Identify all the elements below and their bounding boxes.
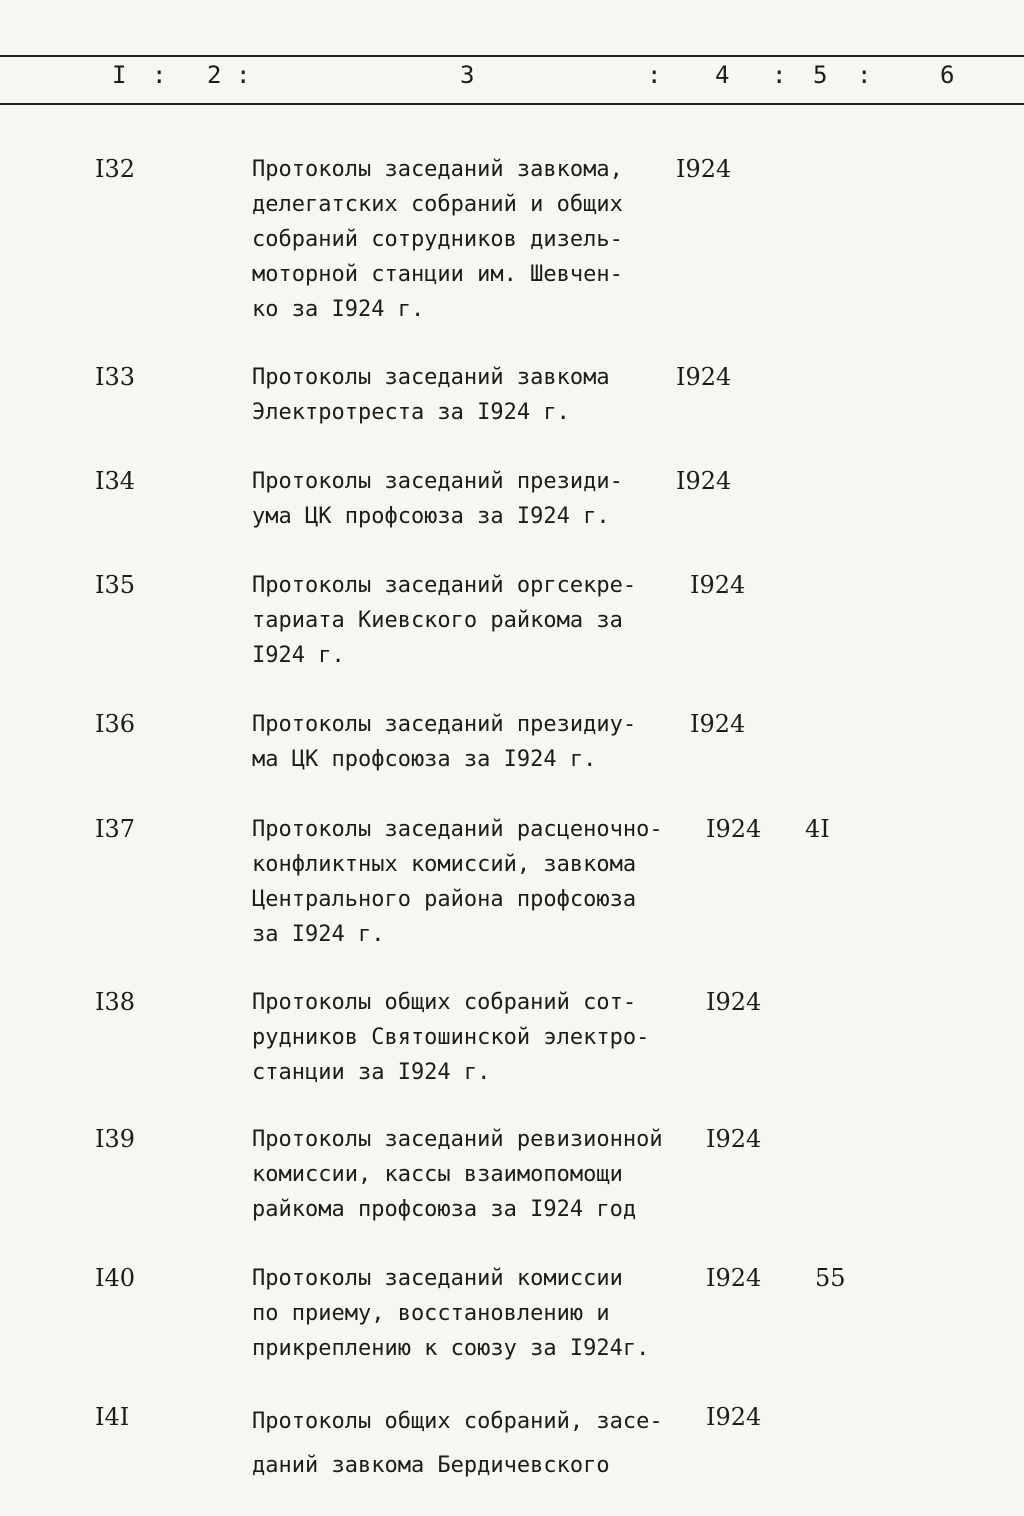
entry-title: Протоколы заседаний завкома Электротреста за I924 г. — [252, 365, 610, 425]
header-col-6: 6 — [940, 61, 955, 89]
entry-title: Протоколы заседаний завкома, делегатских собраний и общих собраний сотрудников дизель- моторной станции им. Шевчен- ко за I924 г. — [252, 157, 623, 322]
entry-year: I924 — [706, 1264, 762, 1292]
entry-year: I924 — [690, 710, 746, 738]
entry-title: Протоколы заседаний расценочно- конфликтных комиссий, завкома Центрального района профсоюза за I924 г. — [252, 817, 663, 947]
entry-number: I34 — [95, 467, 136, 495]
entry-title: Протоколы общих собраний, засе- даний завкома Бердичевского — [252, 1409, 663, 1478]
header-separator: : — [647, 61, 662, 89]
header-col-2: 2 — [207, 61, 222, 89]
entry-number: I32 — [95, 155, 136, 183]
entry-title: Протоколы заседаний комиссии по приему, восстановлению и прикреплению к союзу за I924г. — [252, 1266, 650, 1361]
header-bottom-rule — [0, 103, 1024, 105]
entry-title: Протоколы заседаний ревизионной комиссии, кассы взаимопомощи райкома профсоюза за I924 год — [252, 1127, 663, 1222]
entry-sheet-count: 55 — [815, 1264, 846, 1292]
header-col-3: 3 — [460, 61, 475, 89]
header-separator: : — [772, 61, 787, 89]
entry-number: I36 — [95, 710, 136, 738]
entry-year: I924 — [706, 1125, 762, 1153]
entry-number: I39 — [95, 1125, 136, 1153]
entry-year: I924 — [676, 155, 732, 183]
header-separator: : — [152, 61, 167, 89]
header-separator: : — [236, 61, 251, 89]
entry-year: I924 — [676, 467, 732, 495]
entry-number: I40 — [95, 1264, 136, 1292]
entry-number: I4I — [95, 1403, 130, 1431]
entry-title: Протоколы общих собраний сот- рудников Святошинской электро- станции за I924 г. — [252, 990, 650, 1085]
entry-year: I924 — [676, 363, 732, 391]
entry-title: Протоколы заседаний оргсекре- тариата Киевского райкома за I924 г. — [252, 573, 637, 668]
entry-number: I38 — [95, 988, 136, 1016]
entry-year: I924 — [706, 1403, 762, 1431]
entry-number: I35 — [95, 571, 136, 599]
entry-number: I37 — [95, 815, 136, 843]
header-top-rule — [0, 55, 1024, 57]
entry-number: I33 — [95, 363, 136, 391]
header-col-1: I — [112, 61, 127, 89]
header-separator: : — [857, 61, 872, 89]
entry-year: I924 — [690, 571, 746, 599]
entry-sheet-count: 4I — [805, 815, 830, 843]
entry-title: Протоколы заседаний президи- ума ЦК профсоюза за I924 г. — [252, 469, 623, 529]
entry-year: I924 — [706, 988, 762, 1016]
header-col-4: 4 — [715, 61, 730, 89]
entry-year: I924 — [706, 815, 762, 843]
header-col-5: 5 — [813, 61, 828, 89]
entry-title: Протоколы заседаний президиу- ма ЦК профсоюза за I924 г. — [252, 712, 637, 772]
